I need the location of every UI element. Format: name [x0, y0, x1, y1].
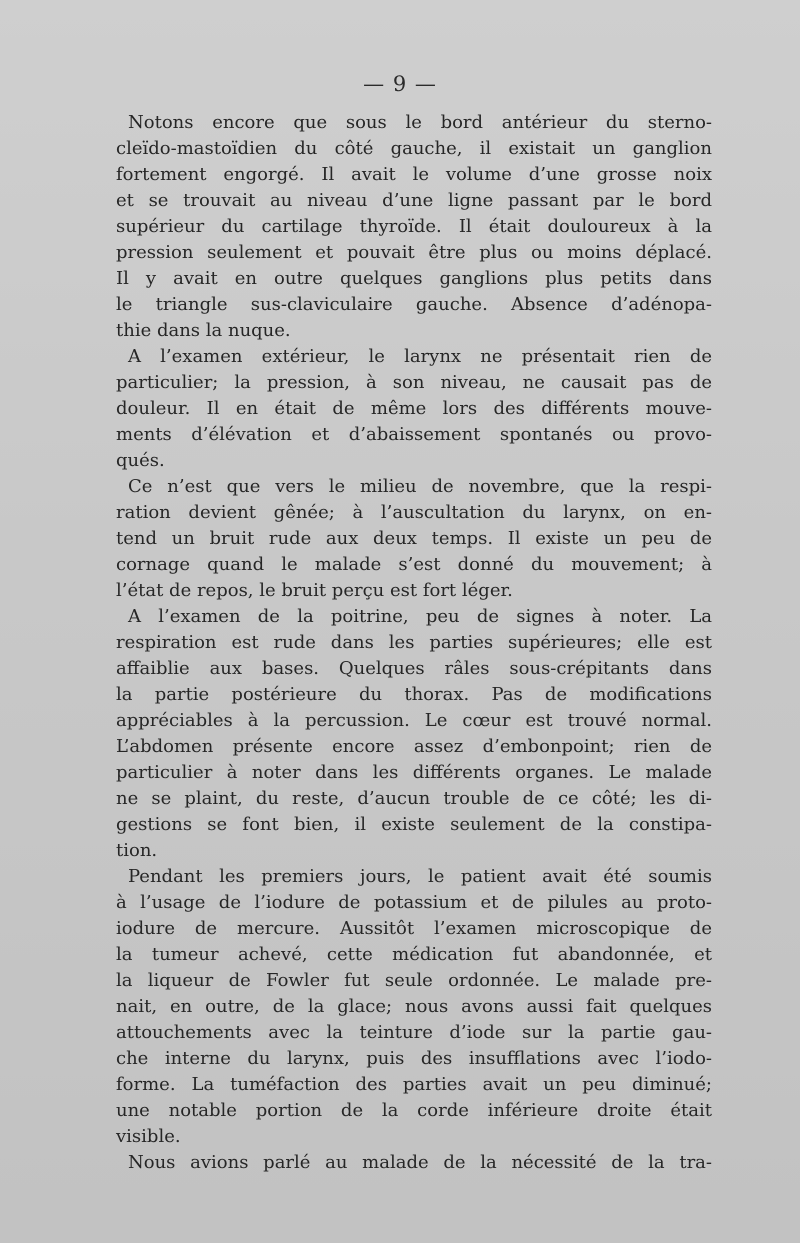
text-line: visible. [116, 1126, 181, 1147]
text-line: douleur. Il en était de même lors des différents mouve- [116, 398, 712, 419]
paragraph [116, 1150, 712, 1176]
text-line: ments d’élévation et d’abaissement spontanés ou provo- [116, 424, 712, 445]
text-line: qués. [116, 450, 165, 471]
text-line: la liqueur de Fowler fut seule ordonnée. Le malade pre- [116, 970, 712, 991]
text-line: iodure de mercure. Aussitôt l’examen microscopique de [116, 918, 712, 939]
text-line: particulier; la pression, à son niveau, ne causait pas de [116, 372, 712, 393]
text-line: Il y avait en outre quelques ganglions plus petits dans [116, 268, 712, 289]
text-line: gestions se font bien, il existe seulement de la constipa- [116, 814, 712, 835]
paragraph [116, 110, 712, 344]
text-line: la tumeur achevé, cette médication fut abandonnée, et [116, 944, 712, 965]
text-line: fortement engorgé. Il avait le volume d’une grosse noix [116, 164, 712, 185]
text-line: appréciables à la percussion. Le cœur est trouvé normal. [116, 710, 712, 731]
text-line: le triangle sus-claviculaire gauche. Absence d’adénopa- [116, 294, 712, 315]
text-line: supérieur du cartilage thyroïde. Il était douloureux à la [116, 216, 712, 237]
text-line: ration devient gênée; à l’auscultation du larynx, on en- [116, 502, 712, 523]
text-line: Nous avions parlé au malade de la nécessité de la tra- [128, 1152, 712, 1173]
text-line: tend un bruit rude aux deux temps. Il existe un peu de [116, 528, 712, 549]
text-line: A l’examen de la poitrine, peu de signes à noter. La [128, 606, 712, 627]
text-line: ne se plaint, du reste, d’aucun trouble de ce côté; les di- [116, 788, 712, 809]
text-line: cleïdo-mastoïdien du côté gauche, il existait un ganglion [116, 138, 712, 159]
text-line: l’état de repos, le bruit perçu est fort léger. [116, 580, 513, 601]
text-line: A l’examen extérieur, le larynx ne présentait rien de [128, 346, 712, 367]
text-line: L’abdomen présente encore assez d’embonpoint; rien de [116, 736, 712, 757]
text-line: che interne du larynx, puis des insufflations avec l’iodo- [116, 1048, 712, 1069]
text-line: Pendant les premiers jours, le patient avait été soumis [128, 866, 712, 887]
text-line: tion. [116, 840, 158, 861]
text-line: Ce n’est que vers le milieu de novembre, que la respi- [128, 476, 712, 497]
text-line: cornage quand le malade s’est donné du mouvement; à [116, 554, 712, 575]
text-line: thie dans la nuque. [116, 320, 291, 341]
paragraph [116, 474, 712, 604]
text-line: affaiblie aux bases. Quelques râles sous-crépitants dans [116, 658, 712, 679]
page-number: — 9 — [363, 72, 437, 96]
paragraph [116, 344, 712, 474]
text-line: la partie postérieure du thorax. Pas de modifications [116, 684, 712, 705]
paragraph [116, 604, 712, 864]
text-line: et se trouvait au niveau d’une ligne passant par le bord [116, 190, 712, 211]
text-line: attouchements avec la teinture d’iode sur la partie gau- [116, 1022, 712, 1043]
text-line: particulier à noter dans les différents organes. Le malade [116, 762, 712, 783]
text-line: forme. La tuméfaction des parties avait un peu diminué; [116, 1074, 712, 1095]
text-line: une notable portion de la corde inférieure droite était [116, 1100, 712, 1121]
body-text [116, 110, 712, 1176]
text-line: pression seulement et pouvait être plus ou moins déplacé. [116, 242, 712, 263]
paragraph [116, 864, 712, 1150]
text-line: Notons encore que sous le bord antérieur du sterno- [128, 112, 712, 133]
text-line: nait, en outre, de la glace; nous avons aussi fait quelques [116, 996, 712, 1017]
text-line: respiration est rude dans les parties supérieures; elle est [116, 632, 712, 653]
text-line: à l’usage de l’iodure de potassium et de pilules au proto- [116, 892, 712, 913]
